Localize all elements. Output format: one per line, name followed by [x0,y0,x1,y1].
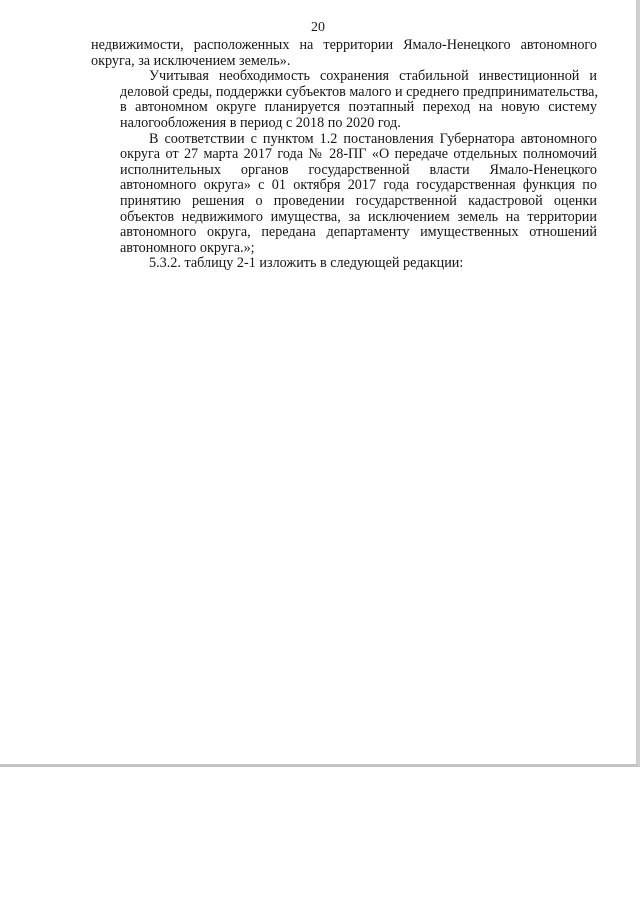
text-line: в автономном округе планируется поэтапный переход на новую систему [120,99,597,116]
text-line: автономного округа.»; [120,239,255,256]
page-number: 20 [311,20,325,35]
text-line: автономного округа» с 01 октября 2017 года государственная функция по [120,177,597,194]
text-line: налогообложения в период с 2018 по 2020 год. [120,114,401,131]
text-line: деловой среды, поддержки субъектов малого и среднего предпринимательства, [120,83,599,100]
text-line: исполнительных органов государственной власти Ямало-Ненецкого [120,161,597,178]
paragraph-continuation [91,38,597,69]
document-body [91,38,597,272]
text-line: объектов недвижимого имущества, за исключением земель на территории [120,208,597,225]
text-line: принятию решения о проведении государственной кадастровой оценки [120,192,597,209]
text-line: округа, за исключением земель». [91,52,291,69]
text-line: автономного округа, передана департаменту имущественных отношений [120,224,597,241]
empty-area-below-scan [0,767,640,905]
text-line: 5.3.2. таблицу 2-1 изложить в следующей редакции: [149,255,464,272]
paragraph-table-edit [91,256,597,272]
text-line: Учитывая необходимость сохранения стабильной инвестиционной и [149,68,597,85]
text-line: недвижимости, расположенных на территории Ямало-Ненецкого автономного [91,37,597,53]
text-line: В соответствии с пунктом 1.2 постановления Губернатора автономного [149,130,597,147]
text-line: округа от 27 марта 2017 года № 28-ПГ «О передаче отдельных полномочий [120,146,597,163]
paragraph-tax-transition [91,69,597,131]
paragraph-governor-decree [91,132,597,257]
